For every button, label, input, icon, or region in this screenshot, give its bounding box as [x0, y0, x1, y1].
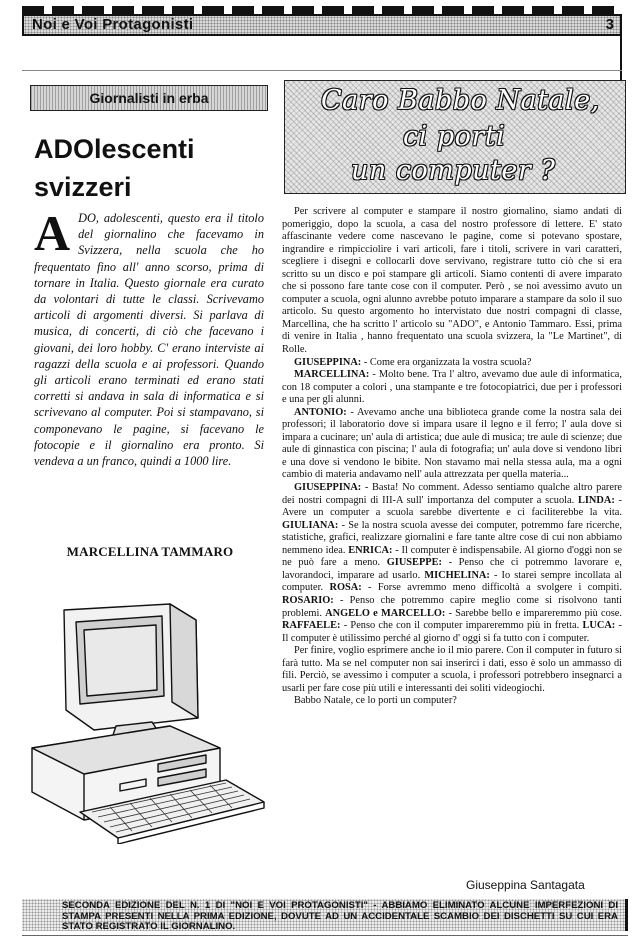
article-paragraph [282, 482, 622, 645]
speaker-label: ROSARIO: [282, 594, 334, 606]
edition-notice-text: SECONDA EDIZIONE DEL N. 1 DI "NOI E VOI PROTAGONISTI" - ABBIAMO ELIMINATO ALCUNE IMPERFEZIONI DI STAMPA PRESENTI NELLA PRIMA EDIZIONE, DOVUTE AD UN ACCIDENTALE SCAMBIO DEI DISCHETTI SU CUI ERA STATO REGISTRATO IL GIORNALINO. [62, 900, 618, 932]
speaker-label: ENRICA: [348, 544, 393, 556]
headline-line-1: ADOlescenti [34, 134, 195, 164]
right-article-author: Giuseppina Santagata [466, 878, 585, 892]
header-band [22, 14, 622, 36]
speaker-label: GIUSEPPE: [386, 557, 442, 569]
bottom-divider [22, 935, 628, 936]
paragraph-text: - Il computer è utilissimo perché al giorno d' oggi si fa tutto con i computer. [282, 620, 622, 644]
edition-notice [22, 899, 628, 931]
paragraph-text: - Come era organizzata la vostra scuola? [361, 356, 532, 368]
speaker-label: GIULIANA: [282, 519, 339, 531]
paragraph-text: Babbo Natale, ce lo porti un computer? [294, 695, 457, 707]
intro-text: DO, adolescenti, questo era il titolo del giornalino che facevamo in Svizzera, nella scuola che ho frequentato fino all' anno scorso, prima di tornare in Italia. Questo giornale era curato da volontari di tutte le classi. Scrivevamo articoli di argomenti diversi. Si parlava di musica, di concerti, di ciò che facevano i giovani, dei loro hobby. C' erano interviste ai ragazzi della scuola e ai professori. Quando gli articoli erano terminati ed erano stati corretti si andava in sala di informatica e si scrivevano al computer. Poi si stampavano, si componevano le pagine, si facevano le fotocopie e il giornalino era pronto. Si vendeva a un franco, quindi a 1000 lire. [34, 211, 264, 469]
page-number: 3 [605, 16, 614, 33]
speaker-label: LINDA: [577, 494, 615, 506]
speaker-label: GIUSEPPINA: [294, 482, 362, 494]
speaker-label: RAFFAELE: [282, 620, 341, 632]
speaker-label: MICHELINA: [424, 569, 490, 581]
left-article-author: MARCELLINA TAMMARO [66, 544, 234, 559]
article-title-box [284, 80, 626, 194]
paragraph-text: - Il computer è indispensabile. Al giorno d'oggi non se ne può fare a meno. [282, 544, 622, 569]
header-dash-rule [22, 6, 622, 14]
drop-cap: A [34, 205, 71, 261]
headline-line-2: svizzeri [34, 172, 132, 202]
title-line-3: un computer ? [351, 155, 556, 186]
paragraph-text: - Sarebbe bello e impareremmo più cose. [445, 607, 622, 619]
article-paragraph [282, 369, 622, 407]
paragraph-text: - Molto bene. Tra l' altro, avevamo due aule di informatica, con 18 computer a colori , una stampante e tre fotocopiatrici, due per i professori e una per gli alunni. [282, 369, 622, 406]
title-line-2: ci porti [403, 121, 506, 152]
paragraph-text: - Penso che con il computer impareremmo più in fretta. [340, 620, 583, 632]
paragraph-text: - Basta! No comment. Adesso sentiamo qualche altro parere dei nostri compagni di III-A sull' importanza del computer a scuola. [282, 482, 622, 506]
intro-article [34, 205, 264, 469]
article-paragraph [282, 407, 622, 482]
desktop-computer-icon [20, 598, 268, 844]
article-paragraph [282, 357, 622, 370]
article-paragraph [282, 645, 622, 695]
paragraph-text: - Avere un computer a scuola sarebbe divertente e ci faciliterebbe la vita. [282, 494, 622, 519]
speaker-label: ROSA: [329, 582, 362, 594]
paragraph-text: - Io starei sempre incollata al computer. [282, 569, 622, 594]
article-paragraph [282, 206, 622, 357]
speaker-label: MARCELLINA: [294, 369, 370, 381]
paragraph-text: - Penso che potremmo capire meglio come si risolvono tanti problemi. [282, 594, 622, 619]
top-divider [22, 70, 622, 71]
paragraph-text: - Forse avremmo meno difficoltà a svolgere i compiti. [361, 582, 622, 594]
paragraph-text: - Se la nostra scuola avesse dei computer, potremmo fare ricerche, statistiche, grafici, realizzare giornalini e fare tante altre cose di cui non abbiamo nemmeno idea. [282, 519, 622, 556]
speaker-label: ANTONIO: [294, 406, 347, 418]
newspaper-title: Noi e Voi Protagonisti [32, 16, 194, 33]
article-headline [34, 130, 274, 206]
speaker-label: ANGELO e MARCELLO: [325, 607, 446, 619]
paragraph-text: - Penso che ci potremmo lavorare e, lavorandoci, imparare ad usarlo. [282, 557, 623, 581]
paragraph-text: Per finire, voglio esprimere anche io il mio parere. Con il computer in futuro si farà tutto. Ma se nel computer non sai inserirci i dati, esso è solo un ammasso di fili. Perciò, se avessimo i computer a scuola, i professori potrebbero insegnarci a usarli per fare cose più utili e interessanti dei soliti videogiochi. [282, 645, 622, 694]
article-paragraph [282, 695, 622, 708]
section-banner [30, 85, 268, 111]
main-article-body [282, 206, 622, 708]
title-line-1: Caro Babbo Natale, [321, 85, 600, 116]
paragraph-text: Per scrivere al computer e stampare il nostro giornalino, siamo andati di pomeriggio, dopo la scuola, a casa del nostro professore di lettere. E' stato affascinante vedere come nascevano le pagine, come si potevano spostare, ingrandire e rimpicciolire i vari articoli, fare i titoli, scrivere in vari caratteri, scegliere i disegni e collocarli dove servivano, registrare tutto ciò che si era scritto su un disco e poi stampare gli articoli. Siamo contenti di avere imparato che si possono fare tante cose con il computer. Però , se noi avessimo avuto un computer a scuola, ogni alunno avrebbe potuto imparare a stampare da solo il suo articolo. Su questo argomento ho intervistato due nostri compagni di classe, Marcellina, che ha scritto l' articolo su "ADO", e Antonio Tammaro. Essi, prima di venire in Italia , hanno frequentato una scuola svizzera, la "Le Martinet", di Rolle. [282, 206, 622, 356]
section-label: Giornalisti in erba [89, 90, 209, 106]
paragraph-text: - Avevamo anche una biblioteca grande come la nostra sala dei professori; il laboratorio dove si impara usare il legno e il ferro; l' aula dove si impara a cucinare; un' aula di artistica; due aule di musica; tre aule di scienze; due aule di ginnastica con piscina; l' aula di fotografia; un' aula dove si vendono libri e una dove si vendono le bibite. Non stavamo mai nella stessa aula, ma a ogni cambio di materia andavamo nell' aula attrezzata per quella materia... [282, 406, 622, 481]
speaker-label: GIUSEPPINA: [294, 356, 362, 368]
speaker-label: LUCA: [582, 620, 616, 632]
